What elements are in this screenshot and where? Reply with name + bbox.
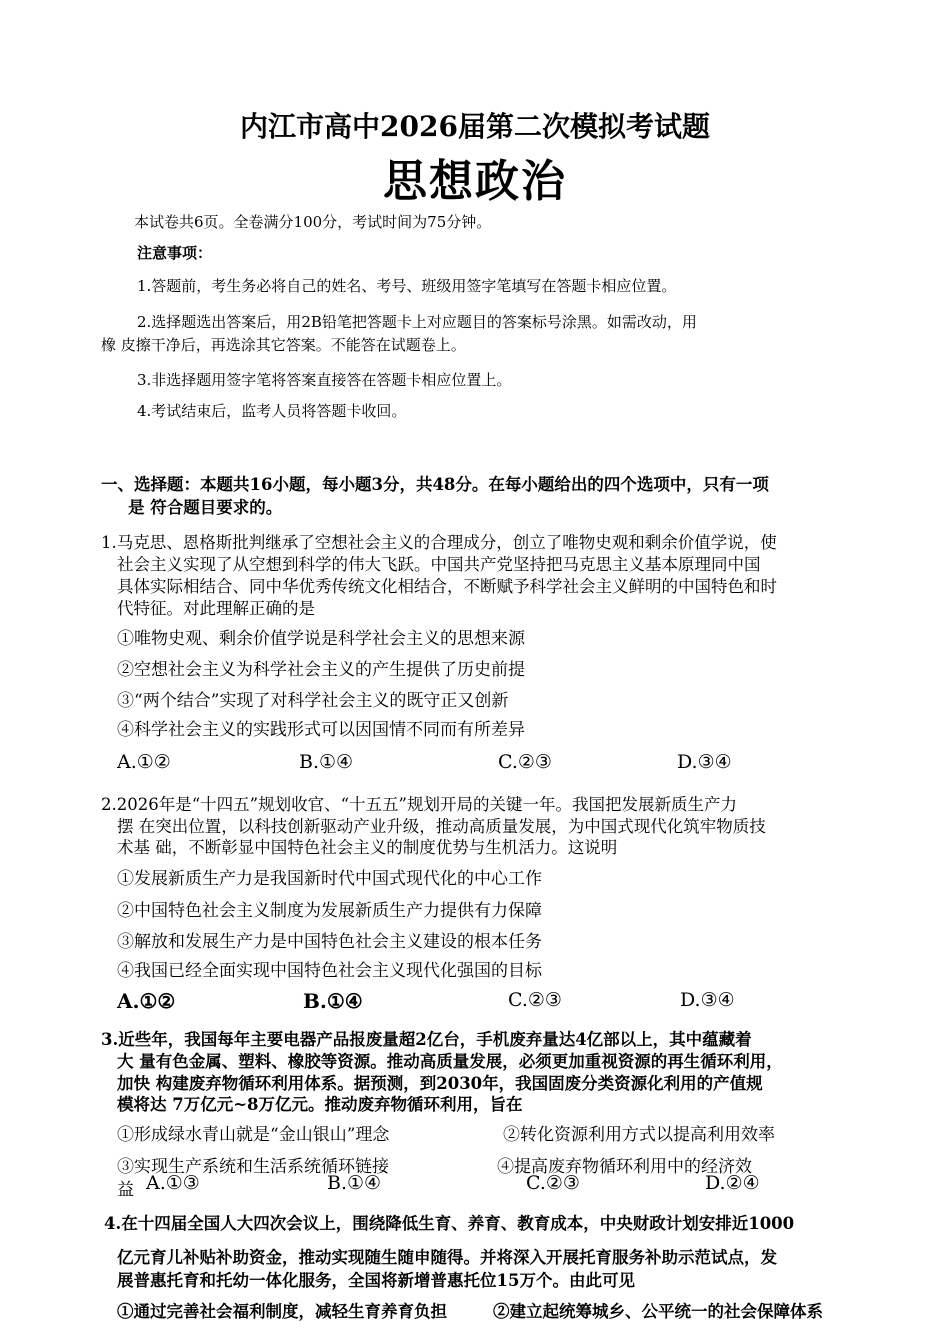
note-2-cont: 橡 皮擦干净后，再选涂其它答案。不能答在试题卷上。 [101, 336, 466, 354]
q2-choice-a: A.①② [117, 989, 176, 1013]
q2-stem-2: 摆 在突出位置，以科技创新驱动产业升级，推动高质量发展，为中国式现代化筑牢物质技 [117, 817, 766, 836]
q3-choice-a: A.①③ [146, 1172, 200, 1194]
q3-option-2: ②转化资源利用方式以提高利用效率 [503, 1125, 775, 1145]
note-1: 1.答题前，考生务必将自己的姓名、考号、班级用签字笔填写在答题卡相应位置。 [137, 277, 677, 295]
note-3: 3.非选择题用签字笔将答案直接答在答题卡相应位置上。 [137, 371, 512, 389]
note-2: 2.选择题选出答案后，用2B铅笔把答题卡上对应题目的答案标号涂黑。如需改动，用 [137, 313, 697, 331]
note-4: 4.考试结束后，监考人员将答题卡收回。 [137, 402, 407, 420]
subject-title: 思想政治 [383, 156, 567, 207]
q2-choice-d: D.③④ [680, 989, 735, 1011]
q4-stem-1: 4.在十四届全国人大四次会议上，围绕降低生育、养育、教育成本，中央财政计划安排近1000 [104, 1214, 795, 1233]
q3-stem-3: 加快 构建废弃物循环利用体系。据预测，到2030年，我国固废分类资源化利用的产值规 [117, 1074, 763, 1093]
q4-stem-3: 展普惠托育和托幼一体化服务，全国将新增普惠托位15万个。由此可见 [117, 1271, 635, 1290]
q2-option-2: ②中国特色社会主义制度为发展新质生产力提供有力保障 [117, 901, 542, 921]
q3-option-3: ③实现生产系统和生活系统循环链接 [117, 1157, 389, 1177]
q2-option-4: ④我国已经全面实现中国特色社会主义现代化强国的目标 [117, 961, 542, 981]
q3-choice-d: D.②④ [705, 1172, 760, 1194]
q3-choice-c: C.②③ [526, 1172, 580, 1194]
q4-option-2: ②建立起统筹城乡、公平统一的社会保障体系 [493, 1302, 823, 1321]
q2-option-3: ③解放和发展生产力是中国特色社会主义建设的根本任务 [117, 932, 542, 952]
intro-line: 本试卷共6页。全卷满分100分，考试时间为75分钟。 [134, 213, 492, 231]
q3-option-4-cont: 益 [117, 1180, 134, 1200]
q1-option-3: ③“两个结合”实现了对科学社会主义的既守正又创新 [117, 691, 509, 711]
q1-stem-3: 具体实际相结合、同中华优秀传统文化相结合，不断赋予科学社会主义鲜明的中国特色和时 [117, 577, 777, 596]
q1-choice-b: B.①④ [299, 751, 354, 773]
q3-stem-4: 模将达 7万亿元~8万亿元。推动废弃物循环利用，旨在 [117, 1095, 523, 1114]
q4-stem-2: 亿元育儿补贴补助资金，推动实现随生随申随得。并将深入开展托育服务补助示范试点，发 [117, 1248, 777, 1267]
q2-choice-c: C.②③ [508, 989, 562, 1011]
q1-choice-d: D.③④ [677, 751, 732, 773]
q1-option-2: ②空想社会主义为科学社会主义的产生提供了历史前提 [117, 660, 525, 680]
q1-choice-c: C.②③ [498, 751, 552, 773]
q1-stem-2: 社会主义实现了从空想到科学的伟大飞跃。中国共产党坚持把马克思主义基本原理同中国 [117, 555, 761, 574]
q3-stem-2: 大 量有色金属、塑料、橡胶等资源。推动高质量发展，必须更加重视资源的再生循环利用， [117, 1052, 783, 1071]
q1-stem-4: 代特征。对此理解正确的是 [117, 599, 315, 618]
q3-option-4: ④提高废弃物循环利用中的经济效 [497, 1157, 752, 1177]
q2-stem-3: 术基 础，不断彰显中国特色社会主义的制度优势与生机活力。这说明 [117, 838, 618, 857]
q3-stem-1: 3.近些年，我国每年主要电器产品报废量超2亿台，手机废弃量达4亿部以上，其中蕴藏着 [101, 1030, 752, 1049]
q2-option-1: ①发展新质生产力是我国新时代中国式现代化的中心工作 [117, 869, 542, 889]
q1-option-4: ④科学社会主义的实践形式可以因国情不同而有所差异 [117, 720, 525, 740]
q2-stem-1: 2.2026年是“十四五”规划收官、“十五五”规划开局的关键一年。我国把发展新质生产力 [101, 795, 737, 814]
q1-stem-1: 1.马克思、恩格斯批判继承了空想社会主义的合理成分，创立了唯物史观和剩余价值学说，使 [101, 533, 777, 552]
exam-title: 内江市高中2026届第二次模拟考试题 [240, 110, 710, 143]
q1-choice-a: A.①② [117, 751, 171, 773]
section-heading: 一、选择题：本题共16小题，每小题3分，共48分。在每小题给出的四个选项中，只有一项 [101, 475, 769, 494]
section-heading-cont: 是 符合题目要求的。 [128, 498, 283, 517]
notes-title: 注意事项： [137, 244, 213, 262]
q1-option-1: ①唯物史观、剩余价值学说是科学社会主义的思想来源 [117, 629, 525, 649]
q2-choice-b: B.①④ [303, 989, 363, 1013]
q3-choice-b: B.①④ [327, 1172, 382, 1194]
q3-option-1: ①形成绿水青山就是“金山银山”理念 [117, 1125, 390, 1145]
q4-option-1: ①通过完善社会福利制度，减轻生育养育负担 [117, 1302, 447, 1321]
